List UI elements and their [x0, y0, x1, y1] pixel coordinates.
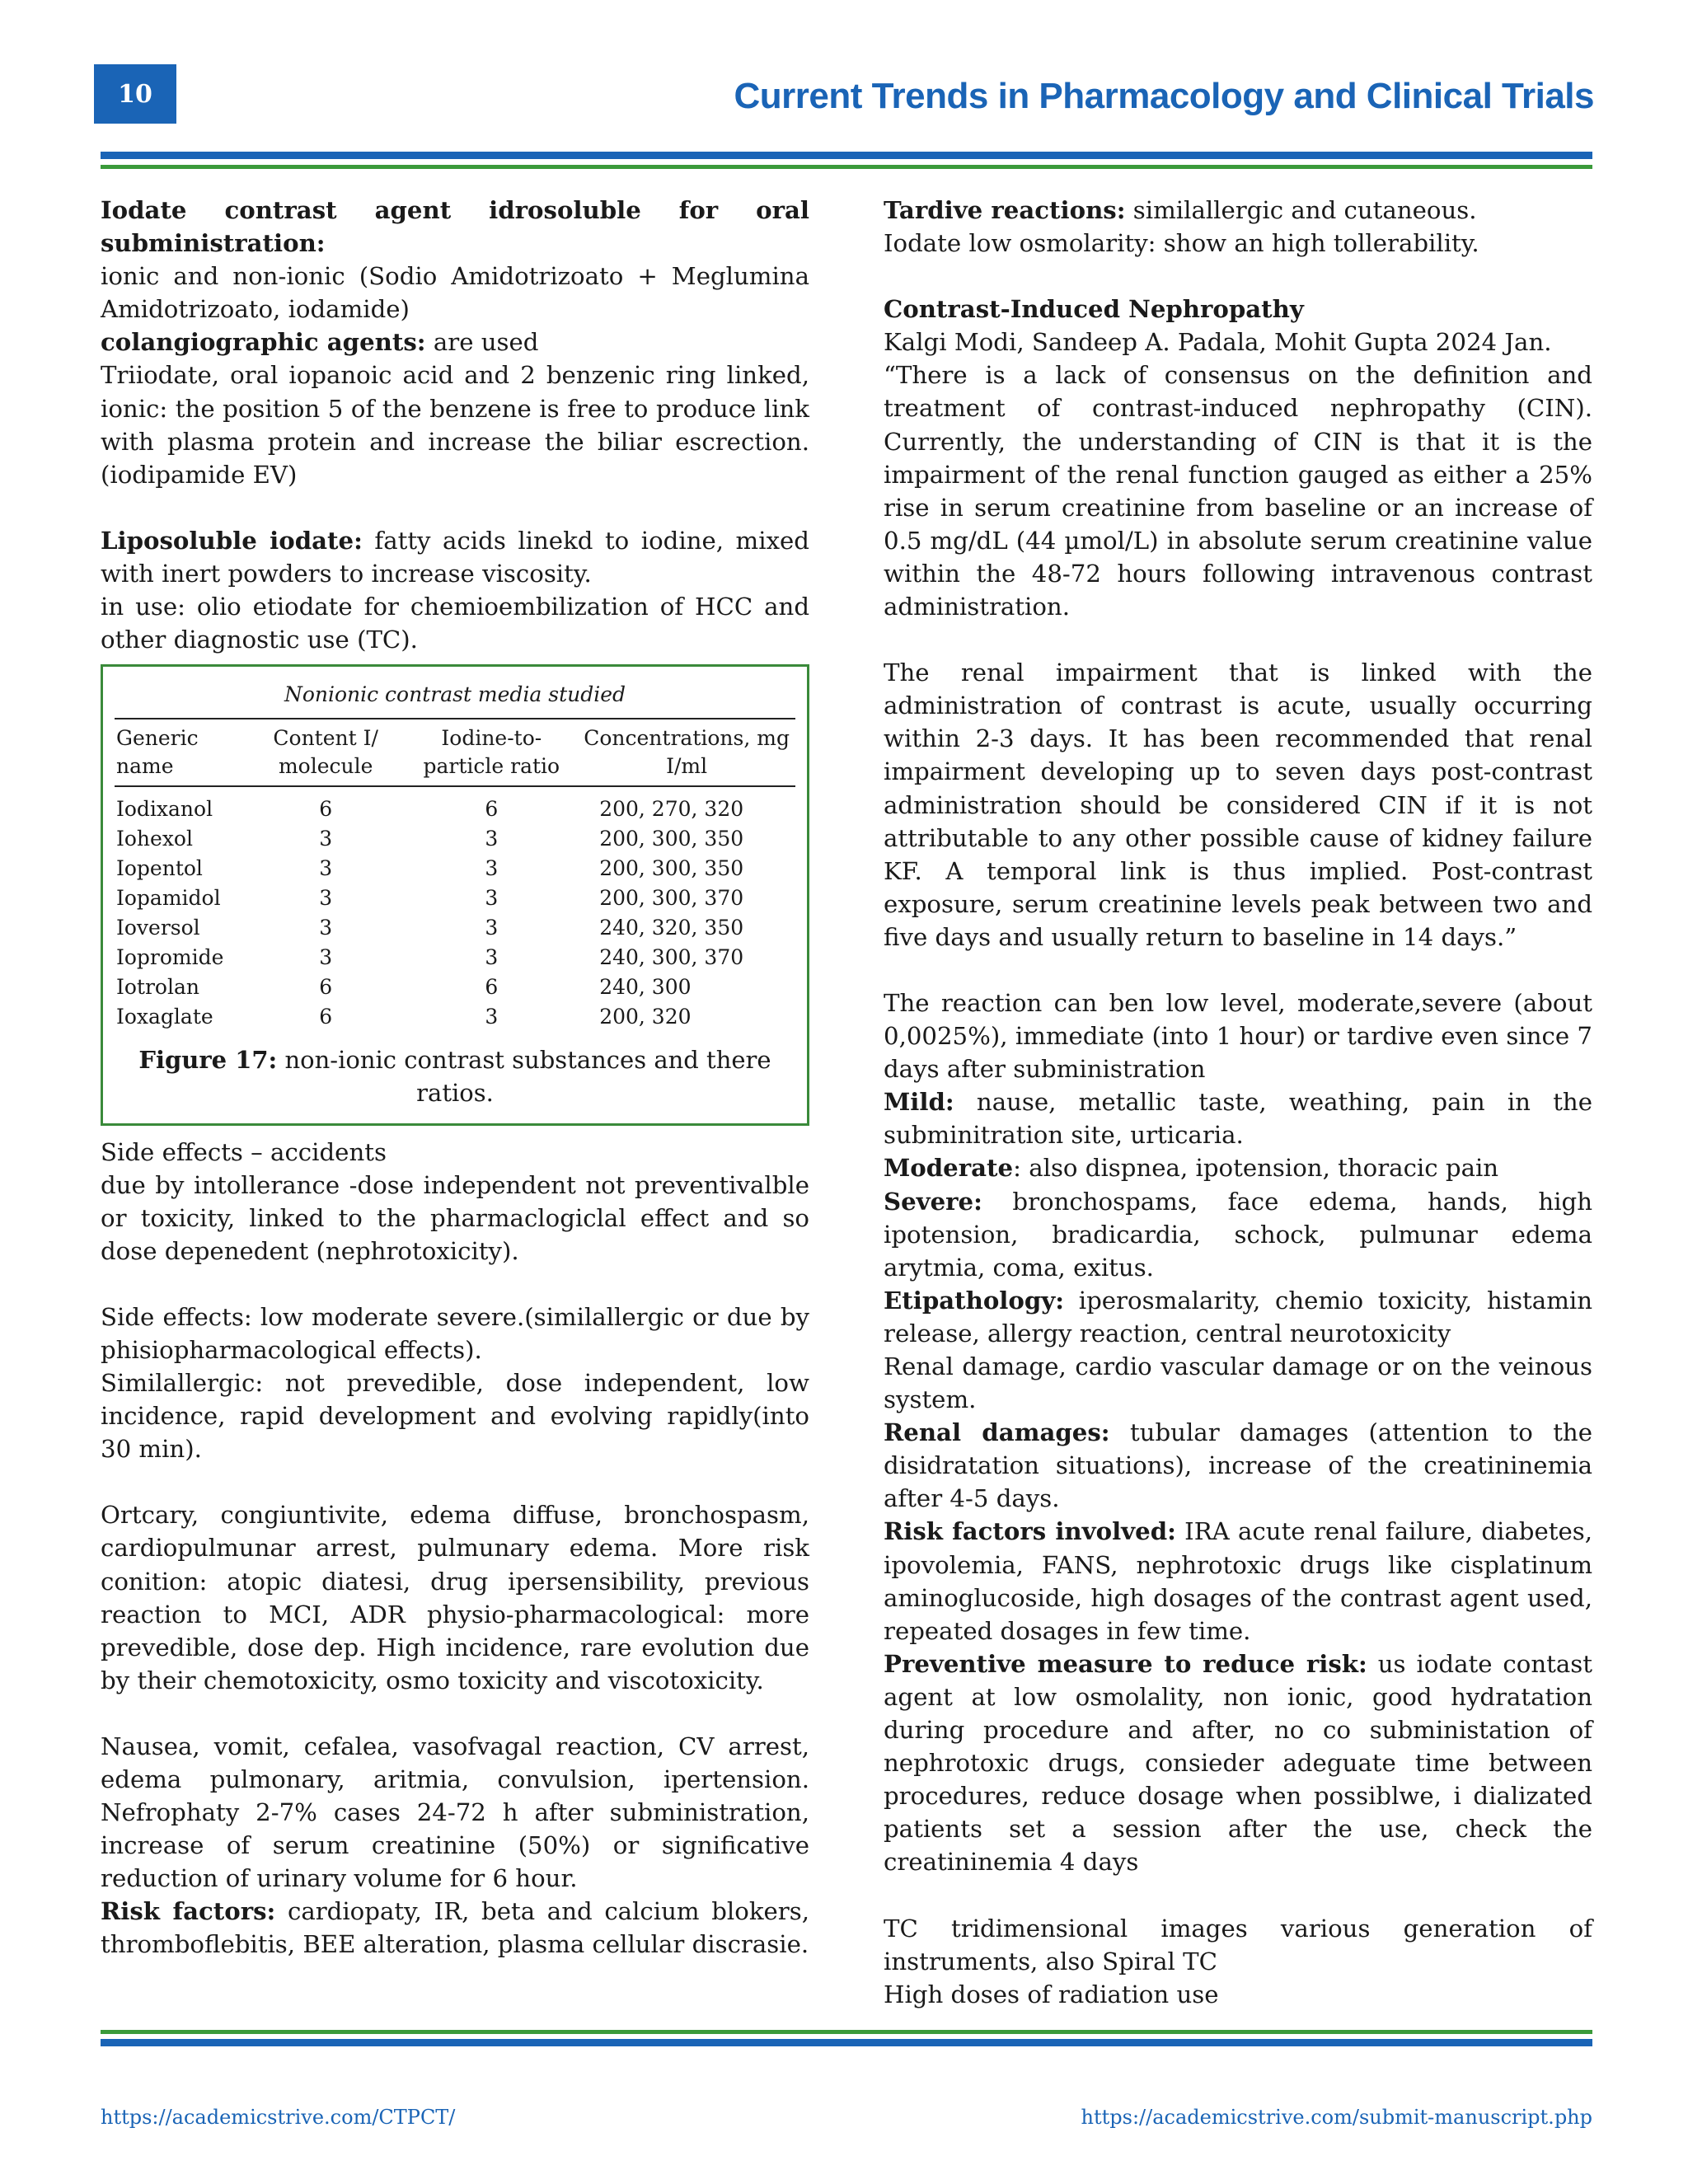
paragraph: ionic and non-ionic (Sodio Amidotrizoato + Meglumina Amidotrizoato, iodamide) — [101, 262, 809, 324]
table-header-row — [115, 719, 795, 786]
paragraph: The reaction can ben low level, moderate,severe (about 0,0025%), immediate (into 1 hour) or tardive even since 7 days after subministration — [884, 988, 1592, 1084]
header-rule-green — [101, 165, 1592, 169]
paragraph: Severe: bronchospams, face edema, hands, high ipotension, bradicardia, schock, pulmunar edema arytmia, coma, exitus. — [884, 1187, 1592, 1282]
left-column — [101, 194, 809, 1961]
journal-title: Current Trends in Pharmacology and Clinical Trials — [734, 76, 1594, 116]
paragraph: Mild: nause, metallic taste, weathing, pain in the subminitration site, urticaria. — [884, 1088, 1592, 1150]
table-row: Iotrolan 6 6 240, 300 — [116, 975, 692, 1000]
table-row: Iopamidol 3 3 200, 300, 370 — [116, 886, 744, 911]
paragraph: The renal impairment that is linked with the administration of contrast is acute, usually occurring within 2-3 days. It has been recommended that renal impairment developing up to seven days post-contrast administration should be considered CIN if it is not attributable to any other possible cause of kidney failure KF. A temporal link is thus implied. Post-contrast exposure, serum creatinine levels peak between two and five days and usually return to baseline in 14 days.” — [884, 658, 1592, 951]
footer-submit-link[interactable]: https://academicstrive.com/submit-manuscript.php — [1081, 2106, 1592, 2129]
paragraph: Renal damage, cardio vascular damage or on the veinous system. — [884, 1352, 1592, 1414]
paragraph: Triiodate, oral iopanoic acid and 2 benzenic ring linked, ionic: the position 5 of the benzene is free to produce link with plasma protein and increase the biliar escrection. (iodipamide EV) — [101, 361, 809, 489]
contrast-media-table — [115, 718, 795, 1032]
header-rule-blue — [101, 152, 1592, 159]
table-row: Iopromide 3 3 240, 300, 370 — [116, 945, 744, 970]
paragraph: Iodate low osmolarity: show an high tollerability. — [884, 229, 1479, 258]
paragraph: due by intollerance -dose independent not preventivalble or toxicity, linked to the pharmaclogiclal effect and so dose depenedent (nephrotoxicity). — [101, 1170, 809, 1265]
paragraph: Etipathology: iperosmalarity, chemio toxicity, histamin release, allergy reaction, central neurotoxicity — [884, 1286, 1592, 1347]
paragraph: Liposoluble iodate: fatty acids linekd to iodine, mixed with inert powders to increase viscosity. — [101, 526, 809, 588]
column-header: Content I/ molecule — [246, 719, 406, 786]
table-row: Iodixanol 6 6 200, 270, 320 — [116, 797, 744, 822]
paragraph: TC tridimensional images various generation of instruments, also Spiral TC — [884, 1914, 1592, 1975]
paragraph: Similallergic: not prevedible, dose independent, low incidence, rapid development and evolving rapidly(into 30 min). — [101, 1369, 809, 1464]
figure-caption: Figure 17: non-ionic contrast substances and there ratios. — [138, 1046, 771, 1108]
paragraph: Kalgi Modi, Sandeep A. Padala, Mohit Gupta 2024 Jan. — [884, 328, 1552, 357]
column-header: Generic name — [115, 719, 246, 786]
paragraph: Side effects – accidents — [101, 1137, 387, 1166]
paragraph: Risk factors involved: IRA acute renal failure, diabetes, ipovolemia, FANS, nephrotoxic drugs like cisplatinum aminoglucoside, high dosages of the contrast agent used, repeated dosages in few time. — [884, 1517, 1593, 1645]
figure-17 — [101, 664, 809, 1125]
column-header: Iodine-to- particle ratio — [405, 719, 578, 786]
table-row: Ioxaglate 6 3 200, 320 — [116, 1005, 692, 1029]
paragraph: Tardive reactions: similallergic and cutaneous. — [884, 196, 1477, 224]
footer-journal-link[interactable]: https://academicstrive.com/CTPCT/ — [101, 2106, 456, 2129]
table-row: Iopentol 3 3 200, 300, 350 — [116, 856, 744, 881]
paragraph: Ortcary, congiuntivite, edema diffuse, bronchospasm, cardiopulmunar arrest, pulmunary edema. More risk conition: atopic diatesi, drug ipersensibility, previous reaction to MCI, ADR physio-pharmacological: more prevedible, dose dep. High incidence, rare evolution due by their chemotoxicity, osmo toxicity and viscotoxicity. — [101, 1501, 809, 1694]
paragraph: Side effects: low moderate severe.(similallergic or due by phisiopharmacological effects). — [101, 1302, 809, 1364]
paragraph: High doses of radiation use — [884, 1980, 1219, 2008]
table-row: Iohexol 3 3 200, 300, 350 — [116, 827, 744, 851]
column-header: Concentrations, mg I/ml — [578, 719, 795, 786]
paragraph: Renal damages: tubular damages (attention to the disidratation situations), increase of the creatininemia after 4-5 days. — [884, 1418, 1592, 1513]
paragraph: “There is a lack of consensus on the definition and treatment of contrast-induced nephropathy (CIN). Currently, the understanding of CIN is that it is the impairment of the renal function gauged as either a 25% rise in serum creatinine from baseline or an increase of 0.5 mg/dL (44 µmol/L) in absolute serum creatinine value within the 48-72 hours following intravenous contrast administration. — [884, 361, 1592, 621]
right-column — [884, 194, 1592, 2011]
footer-rule-green — [101, 2030, 1592, 2034]
paragraph: Iodate contrast agent idrosoluble for oral subministration: — [101, 196, 809, 258]
section-heading: Contrast-Induced Nephropathy — [884, 295, 1304, 324]
page-number: 10 — [94, 64, 176, 124]
paragraph: colangiographic agents: are used — [101, 328, 539, 357]
figure-table-title: Nonionic contrast media studied — [284, 682, 626, 707]
table-row: Ioversol 3 3 240, 320, 350 — [116, 916, 744, 940]
footer-rule-blue — [101, 2039, 1592, 2046]
paragraph: Moderate: also dispnea, ipotension, thoracic pain — [884, 1154, 1499, 1183]
paragraph: Risk factors: cardiopaty, IR, beta and calcium blokers, thromboflebitis, BEE alteration, plasma cellular discrasie. — [101, 1897, 809, 1959]
paragraph: Nausea, vomit, cefalea, vasofvagal reaction, CV arrest, edema pulmonary, aritmia, convulsion, ipertension. Nefrophaty 2-7% cases 24-72 h after subministration, increase of serum creatinine (50%) or significative reduction of urinary volume for 6 hour. — [101, 1732, 809, 1893]
paragraph: Preventive measure to reduce risk: us iodate contast agent at low osmolality, non ionic, good hydratation during procedure and after, no co subministation of nephrotoxic drugs, consieder adeguate time between procedures, reduce dosage when possiblwe, i dializated patients set a session after the use, check the creatininemia 4 days — [884, 1649, 1592, 1877]
paragraph: in use: olio etiodate for chemioembilization of HCC and other diagnostic use (TC). — [101, 593, 809, 654]
